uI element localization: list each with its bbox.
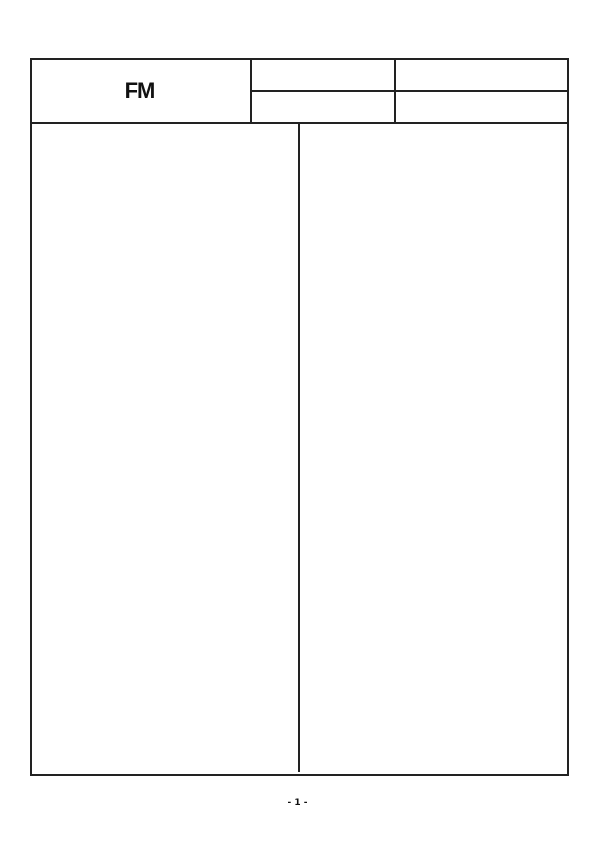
page-number: - 1 -: [287, 798, 308, 808]
brand-cell: [396, 60, 567, 92]
question-7: [310, 525, 560, 529]
question-4: [42, 608, 292, 612]
column-divider: [298, 122, 300, 772]
question-5: [310, 130, 560, 134]
header-middle: [252, 60, 396, 122]
logo-cell: [32, 60, 252, 122]
question-1: [42, 130, 292, 134]
exam-header: [32, 60, 567, 124]
question-3: [42, 390, 292, 394]
website-cell: [396, 92, 567, 122]
exam-title: [252, 60, 394, 92]
question-6: [310, 325, 560, 329]
exam-frame: [30, 58, 569, 776]
exam-subtitle: [252, 92, 394, 122]
question-2: [42, 195, 292, 199]
logo: FM: [124, 78, 155, 103]
header-right: [396, 60, 567, 122]
